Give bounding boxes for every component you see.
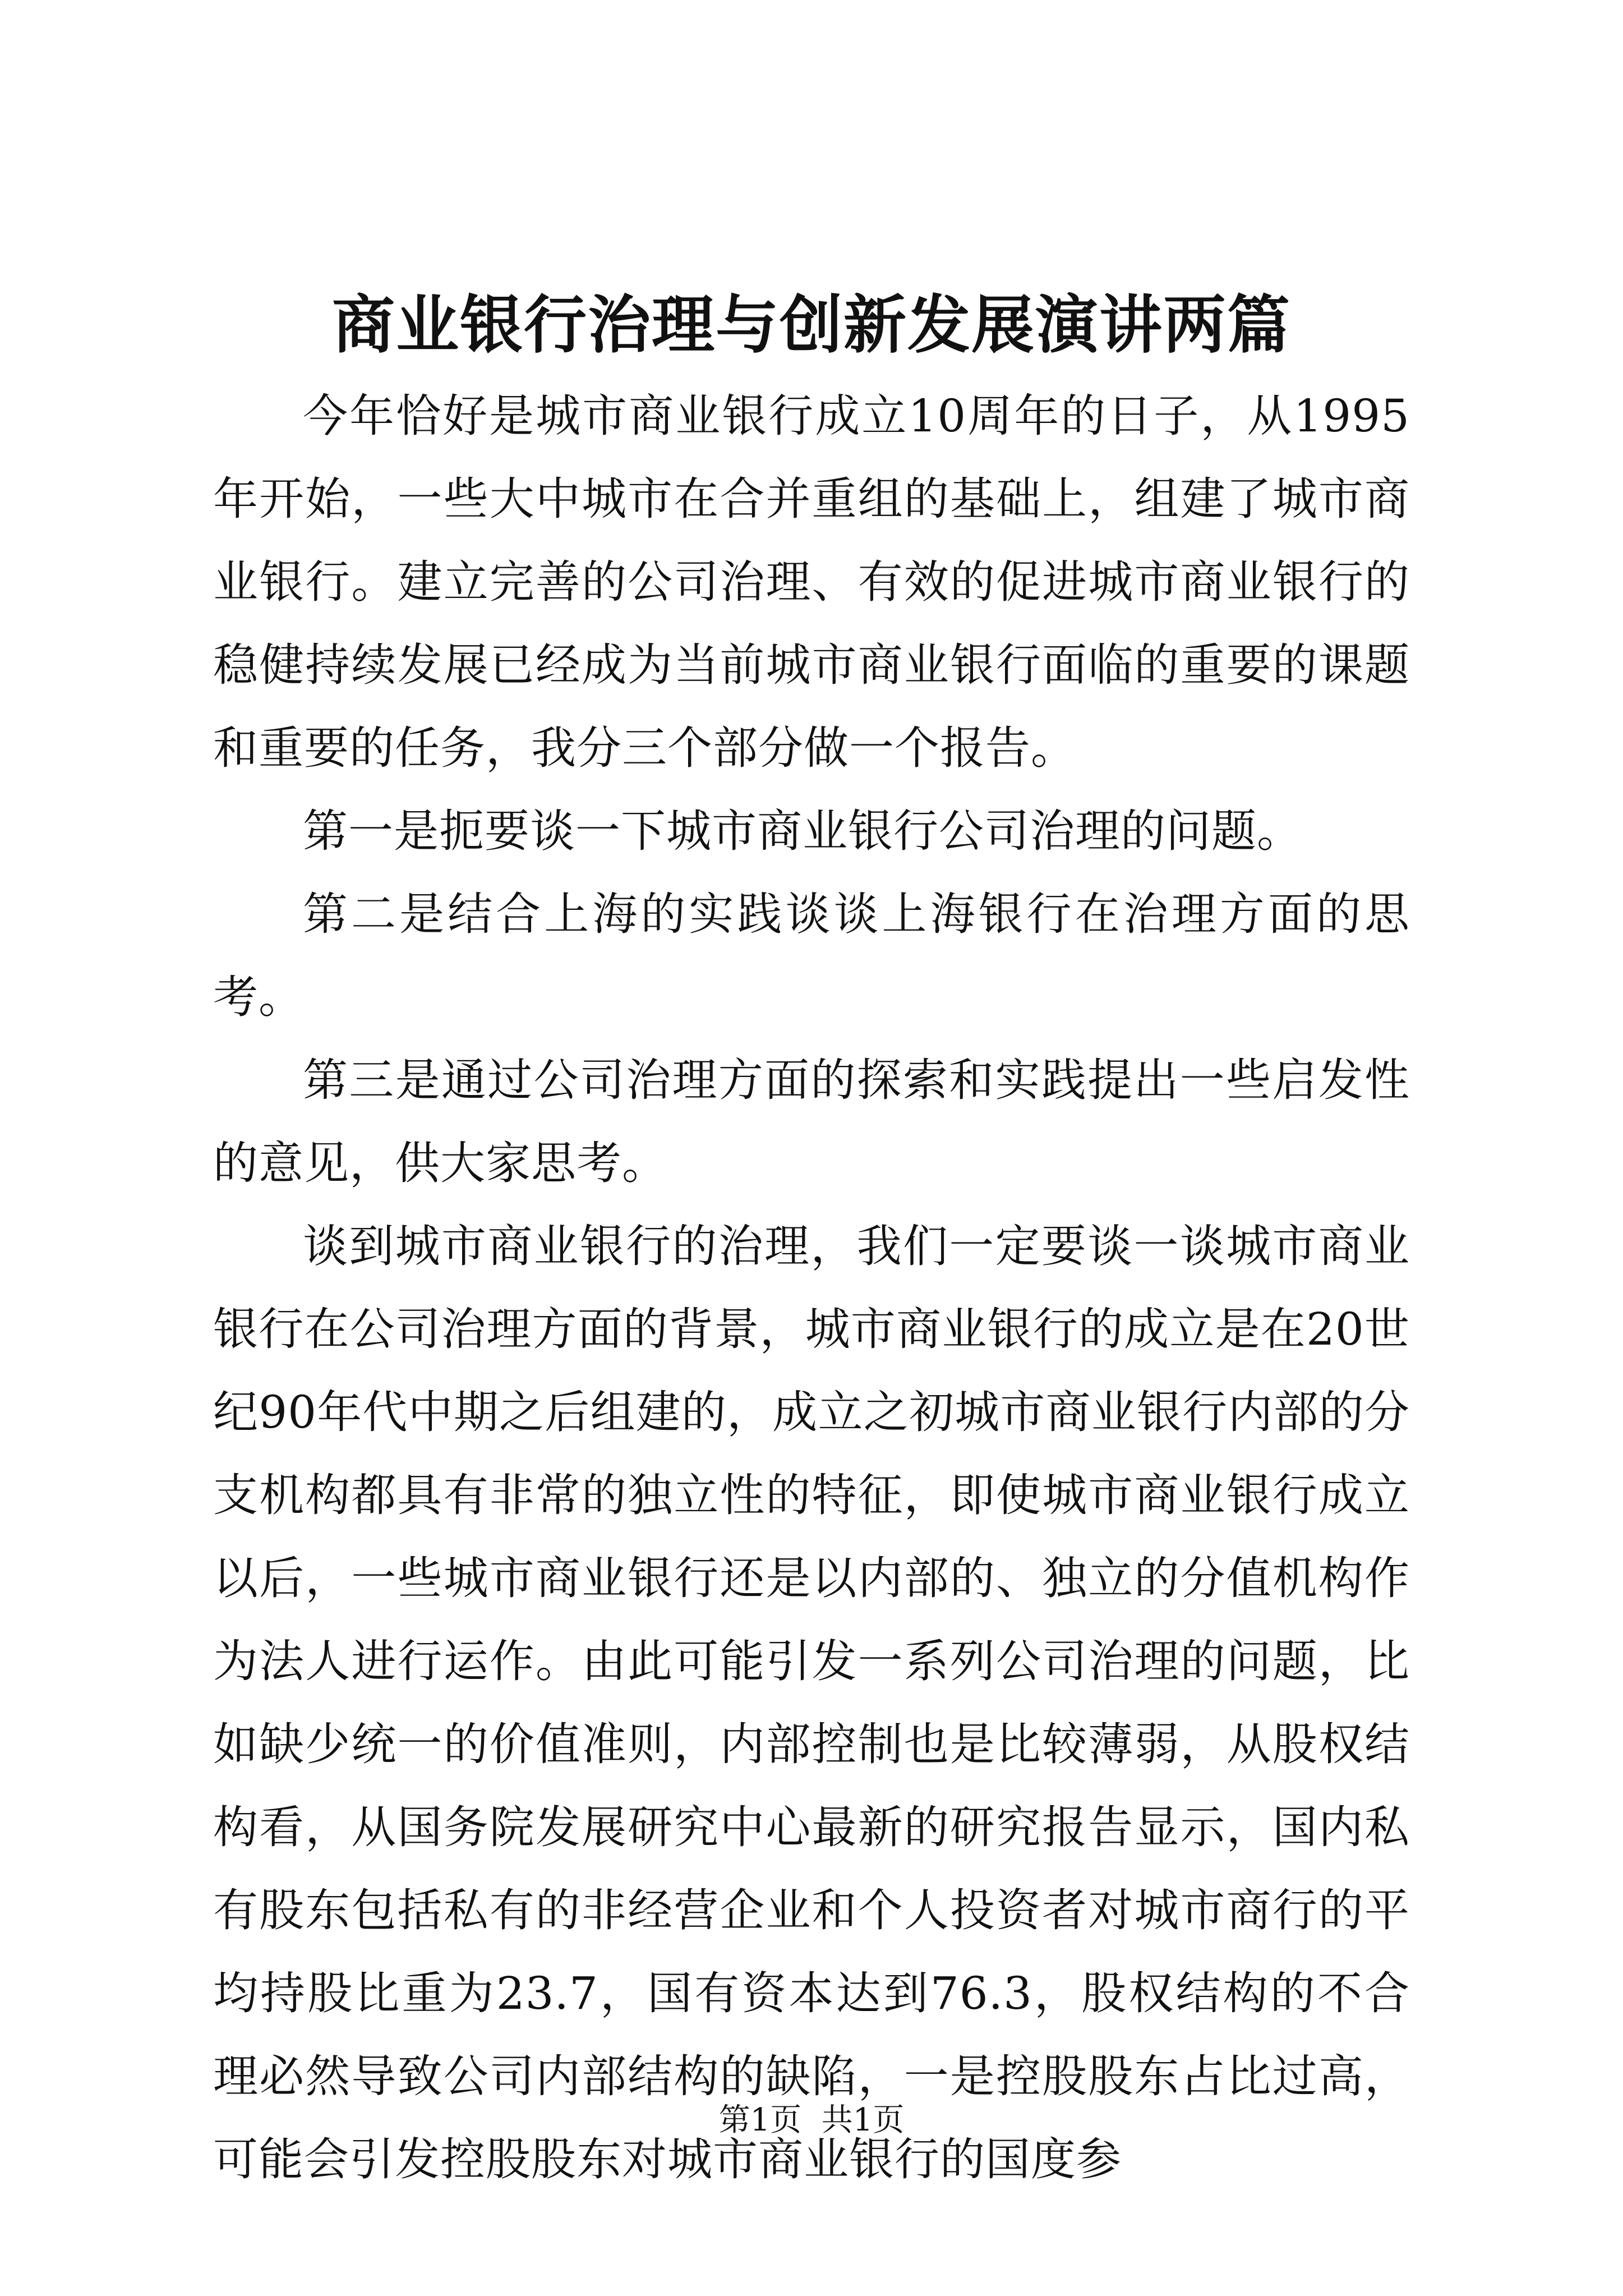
document-title: 商业银行治理与创新发展演讲两篇 (332, 288, 1291, 362)
document-body (213, 375, 1410, 2201)
paragraph-intro: 今年恰好是城市商业银行成立10周年的日子，从1995年开始，一些大中城市在合并重组的基础上，组建了城市商业银行。建立完善的公司治理、有效的促进城市商业银行的稳健持续发展已经成为当前城市商业银行面临的重要的课题和重要的任务，我分三个部分做一个报告。 (213, 390, 1410, 774)
paragraph-part-three: 第三是通过公司治理方面的探索和实践提出一些启发性的意见，供大家思考。 (213, 1054, 1410, 1189)
paragraph-governance-background: 谈到城市商业银行的治理，我们一定要谈一谈城市商业银行在公司治理方面的背景，城市商业银行的成立是在20世纪90年代中期之后组建的，成立之初城市商业银行内部的分支机构都具有非常的独立性的特征，即使城市商业银行成立以后，一些城市商业银行还是以内部的、独立的分值机构作为法人进行运作。由此可能引发一系列公司治理的问题，比如缺少统一的价值准则，内部控制也是比较薄弱，从股权结构看，从国务院发展研究中心最新的研究报告显示，国内私有股东包括私有的非经营企业和个人投资者对城市商行的平均持股比重为23.7，国有资本达到76.3，股权结构的不合理必然导致公司内部结构的缺陷，一是控股股东占比过高，可能会引发控股股东对城市商业银行的国度参 (213, 1220, 1410, 2185)
paragraph-part-one: 第一是扼要谈一下城市商业银行公司治理的问题。 (303, 805, 1302, 857)
page-footer: 第1页 共1页 (718, 2102, 905, 2138)
paragraph-part-two: 第二是结合上海的实践谈谈上海银行在治理方面的思考。 (213, 888, 1410, 1023)
